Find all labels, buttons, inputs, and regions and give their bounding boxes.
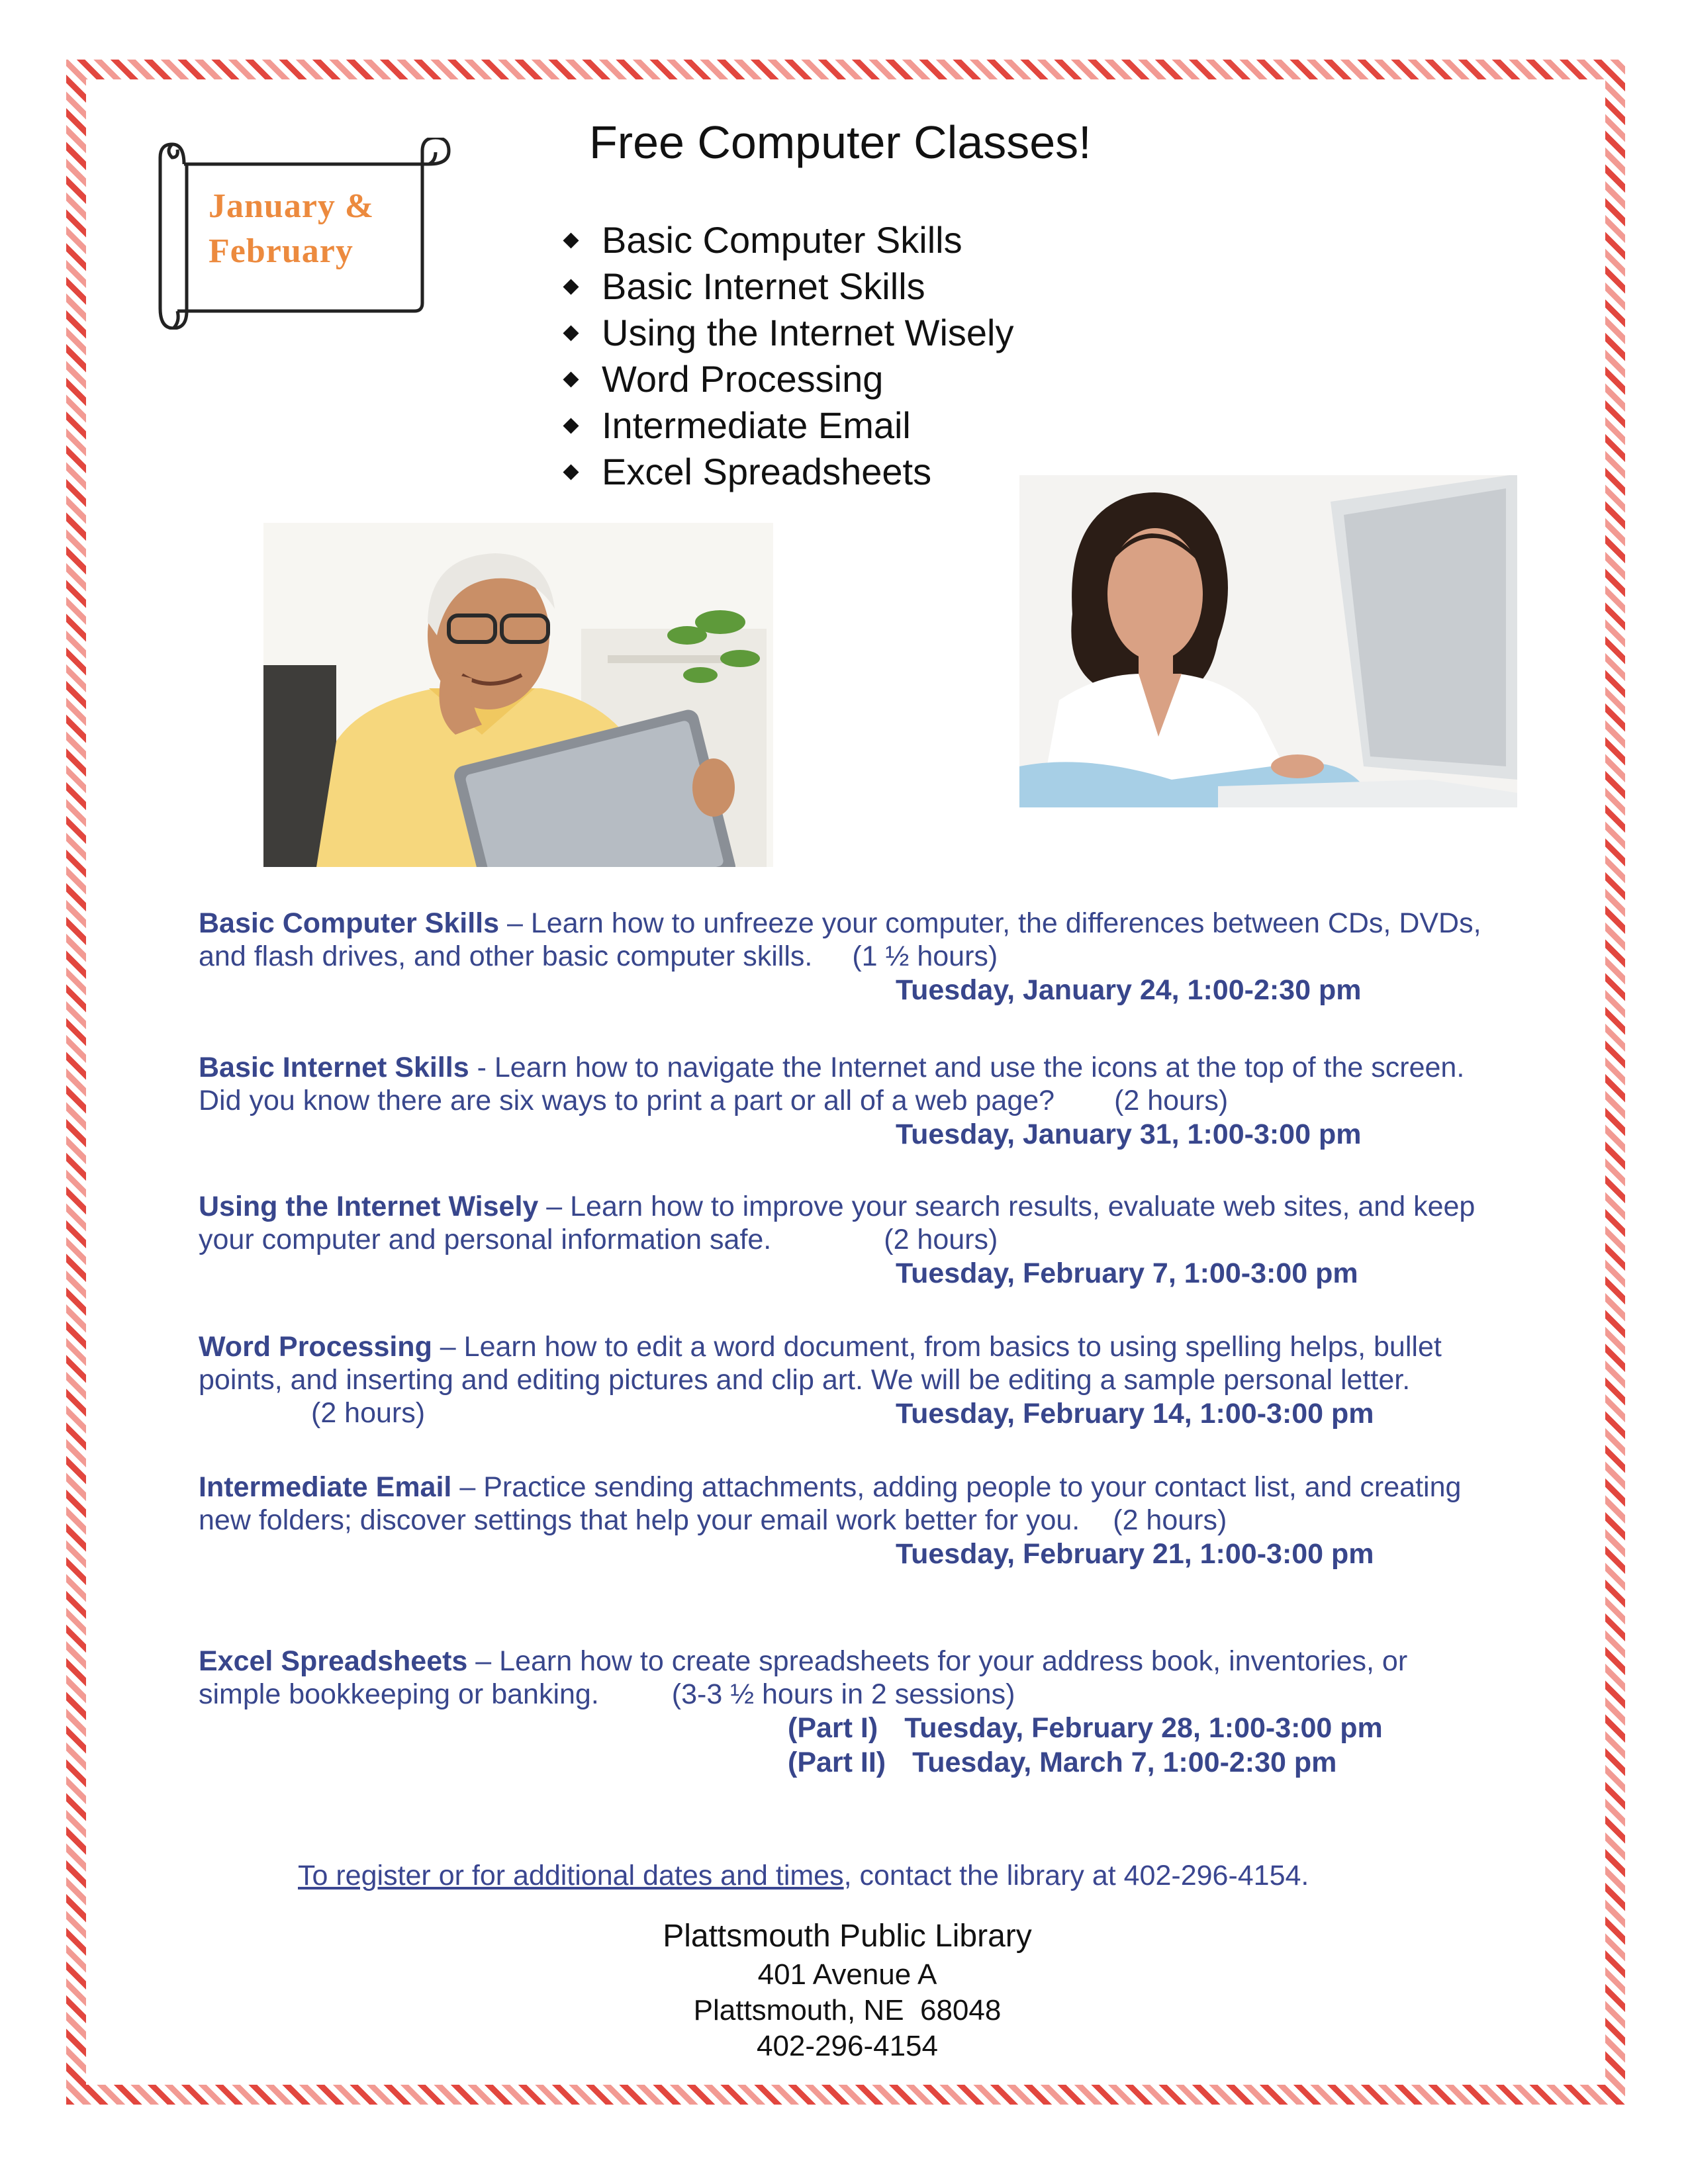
course-description <box>199 1190 1489 1256</box>
woman-photo-illustration <box>1019 475 1517 807</box>
banner-text <box>209 184 374 274</box>
course-name: Using the Internet Wisely <box>199 1191 539 1222</box>
library-phone: 402-296-4154 <box>756 2030 938 2062</box>
course-separator: – <box>467 1645 500 1677</box>
course-description <box>199 1051 1489 1117</box>
list-item-label: Intermediate Email <box>602 404 911 446</box>
photo-woman-with-laptop <box>1019 475 1517 807</box>
library-contact-block <box>635 1916 1059 2064</box>
course-duration: (2 hours) <box>1114 1085 1229 1116</box>
page-title: Free Computer Classes! <box>589 116 1092 168</box>
course-desc-text: Learn how to create spreadsheets for your address book, inventories, or simple bookkeeping or banking. <box>199 1645 1408 1710</box>
library-address: 401 Avenue A <box>757 1958 937 1991</box>
course-name: Excel Spreadsheets <box>199 1645 468 1677</box>
course-name: Word Processing <box>199 1331 432 1363</box>
class-list <box>563 217 1013 495</box>
course-separator: - <box>469 1052 494 1083</box>
course-desc-text: Learn how to improve your search results, evaluate web sites, and keep your computer and personal information safe. <box>199 1191 1476 1255</box>
list-item-label: Basic Internet Skills <box>602 265 925 307</box>
course-schedule: Tuesday, February 14, 1:00-3:00 pm <box>896 1398 1374 1430</box>
course-using-internet-wisely <box>199 1190 1489 1291</box>
course-description <box>199 1471 1489 1537</box>
banner-line-1: January & <box>209 187 375 225</box>
course-separator: – <box>432 1331 464 1363</box>
course-duration: (2 hours) <box>884 1224 998 1255</box>
diamond-bullet-icon <box>563 325 579 341</box>
course-duration: (2 hours) <box>311 1397 426 1429</box>
library-name: Plattsmouth Public Library <box>663 1919 1032 1954</box>
diamond-bullet-icon <box>563 418 579 433</box>
man-photo-illustration <box>263 523 773 867</box>
list-item-label: Word Processing <box>602 358 884 400</box>
list-item <box>563 356 1013 402</box>
course-separator: – <box>538 1191 571 1222</box>
course-description <box>199 907 1489 973</box>
part-label: (Part II) <box>788 1747 886 1778</box>
course-desc-text: Learn how to navigate the Internet and use the icons at the top of the screen. Did you know there are six ways to print a part or all of a web page? <box>199 1052 1465 1116</box>
course-schedule-part-2 <box>199 1745 1489 1780</box>
course-duration: (1 ½ hours) <box>852 940 998 972</box>
registration-info <box>298 1860 1309 1892</box>
course-schedule-part-1 <box>199 1711 1489 1745</box>
course-excel-spreadsheets <box>199 1645 1489 1780</box>
list-item <box>563 263 1013 310</box>
course-duration: (3-3 ½ hours in 2 sessions) <box>671 1678 1015 1710</box>
course-separator: – <box>499 907 531 939</box>
course-description <box>199 1645 1489 1711</box>
course-intermediate-email <box>199 1471 1489 1571</box>
course-name: Basic Computer Skills <box>199 907 500 939</box>
course-schedule: Tuesday, February 7, 1:00-3:00 pm <box>896 1257 1358 1289</box>
course-desc-text: Practice sending attachments, adding people to your contact list, and creating new folders; discover settings that help your email work better for you. <box>199 1471 1462 1536</box>
list-item <box>563 310 1013 356</box>
list-item-label: Using the Internet Wisely <box>602 312 1014 353</box>
photo-man-with-tablet <box>263 523 773 867</box>
course-schedule: Tuesday, January 24, 1:00-2:30 pm <box>896 974 1362 1006</box>
course-schedule: Tuesday, February 21, 1:00-3:00 pm <box>896 1538 1374 1570</box>
register-link[interactable]: To register or for additional dates and times <box>298 1860 844 1891</box>
course-duration: (2 hours) <box>1113 1504 1227 1536</box>
course-schedule: Tuesday, January 31, 1:00-3:00 pm <box>896 1118 1362 1150</box>
library-city: Plattsmouth, NE 68048 <box>693 1994 1002 2026</box>
list-item-label: Basic Computer Skills <box>602 219 962 261</box>
course-desc-text: Learn how to unfreeze your computer, the differences between CDs, DVDs, and flash drives, and other basic computer skills. <box>199 907 1481 972</box>
diamond-bullet-icon <box>563 371 579 387</box>
list-item <box>563 449 1013 495</box>
course-separator: – <box>451 1471 484 1503</box>
banner-line-2: February <box>209 232 353 270</box>
course-desc-text: Learn how to edit a word document, from basics to using spelling helps, bullet points, and inserting and editing pictures and clip art. We will be editing a sample personal letter. <box>199 1331 1442 1396</box>
part-label: (Part I) <box>788 1712 878 1744</box>
course-basic-internet-skills <box>199 1051 1489 1152</box>
part-schedule: Tuesday, February 28, 1:00-3:00 pm <box>904 1712 1383 1744</box>
course-word-processing <box>199 1330 1489 1431</box>
list-item <box>563 402 1013 449</box>
course-name: Intermediate Email <box>199 1471 452 1503</box>
list-item-label: Excel Spreadsheets <box>602 451 932 492</box>
list-item <box>563 217 1013 263</box>
course-basic-computer-skills <box>199 907 1489 1007</box>
register-contact: , contact the library at 402-296-4154. <box>843 1860 1309 1891</box>
part-schedule: Tuesday, March 7, 1:00-2:30 pm <box>912 1747 1337 1778</box>
diamond-bullet-icon <box>563 279 579 295</box>
course-name: Basic Internet Skills <box>199 1052 469 1083</box>
diamond-bullet-icon <box>563 232 579 248</box>
diamond-bullet-icon <box>563 464 579 480</box>
